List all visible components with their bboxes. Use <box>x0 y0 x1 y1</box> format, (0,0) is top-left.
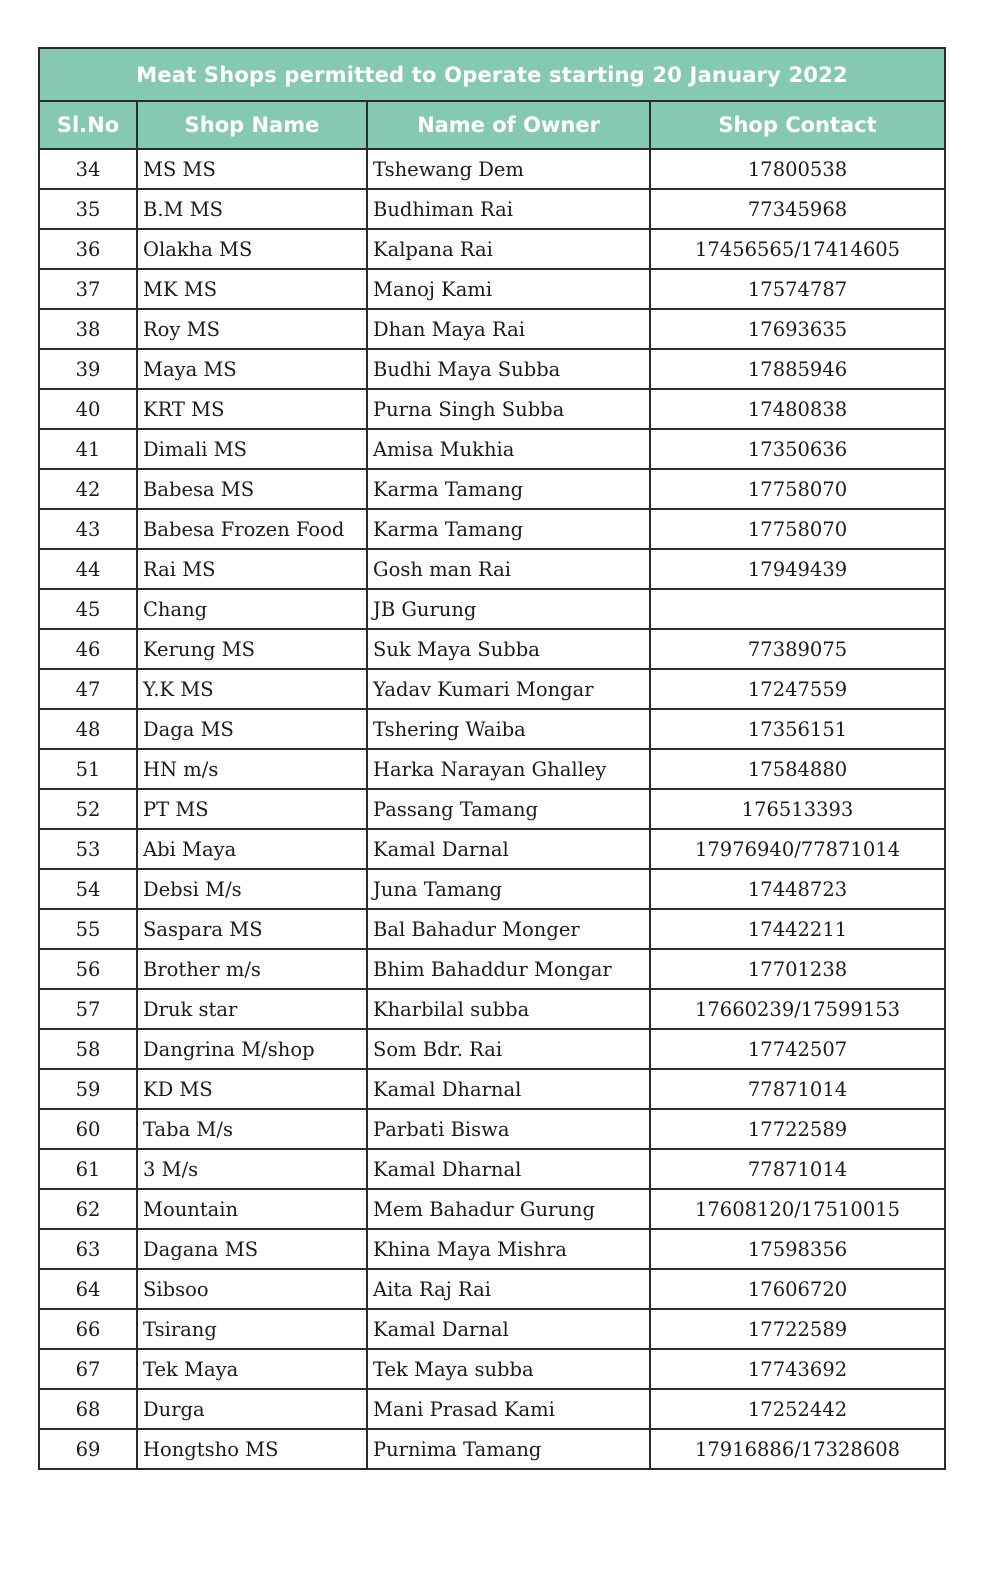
table-title-row <box>39 48 945 101</box>
cell-owner: Aita Raj Rai <box>367 1269 650 1309</box>
cell-owner: Kamal Darnal <box>367 829 650 869</box>
cell-owner: Tek Maya subba <box>367 1349 650 1389</box>
cell-contact: 17247559 <box>650 669 945 709</box>
cell-owner: Karma Tamang <box>367 509 650 549</box>
cell-slno: 62 <box>39 1189 137 1229</box>
cell-owner: Kalpana Rai <box>367 229 650 269</box>
cell-slno: 40 <box>39 389 137 429</box>
cell-contact: 77871014 <box>650 1149 945 1189</box>
cell-shop: Mountain <box>137 1189 367 1229</box>
cell-slno: 59 <box>39 1069 137 1109</box>
cell-contact: 17606720 <box>650 1269 945 1309</box>
cell-slno: 61 <box>39 1149 137 1189</box>
cell-shop: Sibsoo <box>137 1269 367 1309</box>
cell-contact: 17800538 <box>650 149 945 189</box>
cell-owner: Kamal Dharnal <box>367 1069 650 1109</box>
cell-contact: 17448723 <box>650 869 945 909</box>
table-row <box>39 1189 945 1229</box>
cell-contact: 17743692 <box>650 1349 945 1389</box>
cell-shop: Saspara MS <box>137 909 367 949</box>
cell-contact: 17608120/17510015 <box>650 1189 945 1229</box>
cell-slno: 37 <box>39 269 137 309</box>
table-row <box>39 989 945 1029</box>
table-row <box>39 909 945 949</box>
cell-contact: 17442211 <box>650 909 945 949</box>
table-body <box>39 149 945 1469</box>
table-row <box>39 509 945 549</box>
table-row <box>39 149 945 189</box>
cell-slno: 68 <box>39 1389 137 1429</box>
cell-contact <box>650 589 945 629</box>
cell-shop: Maya MS <box>137 349 367 389</box>
cell-contact: 17480838 <box>650 389 945 429</box>
cell-owner: Budhiman Rai <box>367 189 650 229</box>
table-row <box>39 549 945 589</box>
cell-contact: 77345968 <box>650 189 945 229</box>
table-row <box>39 789 945 829</box>
cell-slno: 67 <box>39 1349 137 1389</box>
table-row <box>39 589 945 629</box>
cell-shop: Debsi M/s <box>137 869 367 909</box>
table-row <box>39 1389 945 1429</box>
table-row <box>39 469 945 509</box>
cell-slno: 34 <box>39 149 137 189</box>
cell-owner: Mani Prasad Kami <box>367 1389 650 1429</box>
table-header-row <box>39 101 945 149</box>
cell-slno: 48 <box>39 709 137 749</box>
table-row <box>39 349 945 389</box>
cell-owner: JB Gurung <box>367 589 650 629</box>
cell-contact: 17976940/77871014 <box>650 829 945 869</box>
cell-slno: 63 <box>39 1229 137 1269</box>
table-row <box>39 629 945 669</box>
cell-shop: KRT MS <box>137 389 367 429</box>
cell-shop: Babesa Frozen Food <box>137 509 367 549</box>
cell-owner: Karma Tamang <box>367 469 650 509</box>
table-row <box>39 1069 945 1109</box>
cell-slno: 51 <box>39 749 137 789</box>
cell-slno: 41 <box>39 429 137 469</box>
cell-shop: Kerung MS <box>137 629 367 669</box>
cell-owner: Parbati Biswa <box>367 1109 650 1149</box>
cell-shop: MK MS <box>137 269 367 309</box>
column-header-shop-name: Shop Name <box>137 101 367 149</box>
table-row <box>39 229 945 269</box>
cell-shop: 3 M/s <box>137 1149 367 1189</box>
cell-shop: Olakha MS <box>137 229 367 269</box>
table-row <box>39 749 945 789</box>
table-row <box>39 429 945 469</box>
cell-shop: B.M MS <box>137 189 367 229</box>
cell-contact: 77871014 <box>650 1069 945 1109</box>
table-row <box>39 1109 945 1149</box>
table-row <box>39 1229 945 1269</box>
cell-shop: Hongtsho MS <box>137 1429 367 1469</box>
cell-owner: Passang Tamang <box>367 789 650 829</box>
cell-shop: Roy MS <box>137 309 367 349</box>
cell-owner: Bal Bahadur Monger <box>367 909 650 949</box>
table-row <box>39 1149 945 1189</box>
cell-owner: Purna Singh Subba <box>367 389 650 429</box>
cell-slno: 54 <box>39 869 137 909</box>
cell-slno: 57 <box>39 989 137 1029</box>
cell-slno: 64 <box>39 1269 137 1309</box>
cell-contact: 17693635 <box>650 309 945 349</box>
cell-shop: Durga <box>137 1389 367 1429</box>
table-title: Meat Shops permitted to Operate starting 20 January 2022 <box>39 48 945 101</box>
cell-owner: Harka Narayan Ghalley <box>367 749 650 789</box>
cell-slno: 55 <box>39 909 137 949</box>
cell-slno: 56 <box>39 949 137 989</box>
cell-contact: 17722589 <box>650 1309 945 1349</box>
table-row <box>39 389 945 429</box>
cell-slno: 69 <box>39 1429 137 1469</box>
column-header-owner: Name of Owner <box>367 101 650 149</box>
cell-owner: Kharbilal subba <box>367 989 650 1029</box>
cell-owner: Yadav Kumari Mongar <box>367 669 650 709</box>
table-row <box>39 829 945 869</box>
cell-owner: Khina Maya Mishra <box>367 1229 650 1269</box>
cell-slno: 35 <box>39 189 137 229</box>
cell-shop: Brother m/s <box>137 949 367 989</box>
cell-owner: Amisa Mukhia <box>367 429 650 469</box>
table-row <box>39 1029 945 1069</box>
cell-contact: 17701238 <box>650 949 945 989</box>
cell-contact: 17758070 <box>650 469 945 509</box>
cell-slno: 43 <box>39 509 137 549</box>
cell-slno: 60 <box>39 1109 137 1149</box>
cell-shop: Taba M/s <box>137 1109 367 1149</box>
cell-owner: Bhim Bahaddur Mongar <box>367 949 650 989</box>
table-row <box>39 189 945 229</box>
cell-slno: 42 <box>39 469 137 509</box>
cell-owner: Kamal Darnal <box>367 1309 650 1349</box>
cell-owner: Mem Bahadur Gurung <box>367 1189 650 1229</box>
cell-slno: 66 <box>39 1309 137 1349</box>
table-row <box>39 869 945 909</box>
cell-contact: 17722589 <box>650 1109 945 1149</box>
cell-contact: 17742507 <box>650 1029 945 1069</box>
cell-slno: 44 <box>39 549 137 589</box>
meat-shops-table <box>38 47 946 1470</box>
cell-owner: Budhi Maya Subba <box>367 349 650 389</box>
cell-slno: 45 <box>39 589 137 629</box>
cell-shop: MS MS <box>137 149 367 189</box>
table-row <box>39 709 945 749</box>
cell-contact: 77389075 <box>650 629 945 669</box>
cell-owner: Suk Maya Subba <box>367 629 650 669</box>
cell-owner: Purnima Tamang <box>367 1429 650 1469</box>
cell-contact: 17949439 <box>650 549 945 589</box>
cell-slno: 36 <box>39 229 137 269</box>
cell-contact: 176513393 <box>650 789 945 829</box>
cell-slno: 38 <box>39 309 137 349</box>
cell-slno: 52 <box>39 789 137 829</box>
cell-shop: Tek Maya <box>137 1349 367 1389</box>
cell-contact: 17598356 <box>650 1229 945 1269</box>
cell-slno: 39 <box>39 349 137 389</box>
cell-contact: 17758070 <box>650 509 945 549</box>
cell-owner: Som Bdr. Rai <box>367 1029 650 1069</box>
cell-contact: 17456565/17414605 <box>650 229 945 269</box>
cell-contact: 17660239/17599153 <box>650 989 945 1029</box>
cell-contact: 17574787 <box>650 269 945 309</box>
table-row <box>39 309 945 349</box>
cell-shop: HN m/s <box>137 749 367 789</box>
cell-shop: PT MS <box>137 789 367 829</box>
cell-contact: 17885946 <box>650 349 945 389</box>
table-row <box>39 1309 945 1349</box>
column-header-contact: Shop Contact <box>650 101 945 149</box>
table-row <box>39 269 945 309</box>
cell-slno: 46 <box>39 629 137 669</box>
cell-shop: Rai MS <box>137 549 367 589</box>
cell-shop: Daga MS <box>137 709 367 749</box>
cell-owner: Tshering Waiba <box>367 709 650 749</box>
cell-shop: Babesa MS <box>137 469 367 509</box>
cell-contact: 17350636 <box>650 429 945 469</box>
cell-shop: Druk star <box>137 989 367 1029</box>
cell-contact: 17252442 <box>650 1389 945 1429</box>
cell-owner: Gosh man Rai <box>367 549 650 589</box>
column-header-slno: Sl.No <box>39 101 137 149</box>
cell-shop: Tsirang <box>137 1309 367 1349</box>
cell-owner: Juna Tamang <box>367 869 650 909</box>
cell-slno: 53 <box>39 829 137 869</box>
cell-shop: Chang <box>137 589 367 629</box>
cell-owner: Kamal Dharnal <box>367 1149 650 1189</box>
cell-owner: Dhan Maya Rai <box>367 309 650 349</box>
cell-contact: 17356151 <box>650 709 945 749</box>
table-row <box>39 669 945 709</box>
cell-shop: KD MS <box>137 1069 367 1109</box>
cell-shop: Abi Maya <box>137 829 367 869</box>
cell-contact: 17916886/17328608 <box>650 1429 945 1469</box>
cell-slno: 58 <box>39 1029 137 1069</box>
cell-shop: Dimali MS <box>137 429 367 469</box>
cell-shop: Dagana MS <box>137 1229 367 1269</box>
cell-shop: Y.K MS <box>137 669 367 709</box>
cell-contact: 17584880 <box>650 749 945 789</box>
table-row <box>39 1269 945 1309</box>
table-row <box>39 1429 945 1469</box>
table-row <box>39 949 945 989</box>
cell-owner: Manoj Kami <box>367 269 650 309</box>
cell-slno: 47 <box>39 669 137 709</box>
cell-owner: Tshewang Dem <box>367 149 650 189</box>
cell-shop: Dangrina M/shop <box>137 1029 367 1069</box>
table-row <box>39 1349 945 1389</box>
